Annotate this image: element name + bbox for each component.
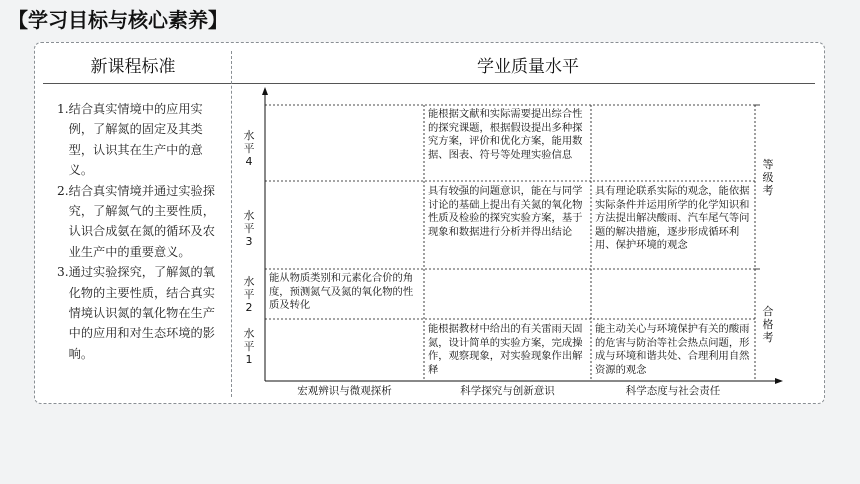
- cell-level3-inquiry: 具有较强的问题意识，能在与同学讨论的基础上提出有关氮的氧化物性质及检验的探究实验方案，基于现象和数据进行分析并得出结论: [428, 185, 583, 238]
- x-label-macro: 宏观辨识与微观探析: [297, 385, 392, 397]
- curriculum-standard-header: 新课程标准: [90, 57, 176, 77]
- level-2-label: 水 平 2: [243, 275, 255, 314]
- standard-item-3: 3. 通过实验探究，了解氮的氧化物的主要性质，结合真实情境认识氮的氧化物在生产中的应用和对生态环境的影响。: [57, 265, 215, 361]
- page-title: 【学习目标与核心素养】: [8, 8, 228, 32]
- cell-level1-inquiry: 能根据教材中给出的有关雷雨天固氮，设计简单的实验方案，完成操作，观察现象，对实验现象作出解释: [428, 323, 583, 376]
- standard-item-2: 2. 结合真实情境并通过实验探究，了解氮气的主要性质，认识合成氨在氮的循环及农业生产中的重要意义。: [57, 183, 215, 259]
- y-axis-arrow: [262, 87, 268, 95]
- x-label-attitude: 科学态度与社会责任: [625, 385, 721, 397]
- pass-exam-label: 合 格 考: [762, 305, 774, 344]
- cell-level4-inquiry: 能根据文献和实际需要提出综合性的探究课题，根据假设提出多种探究方案，评价和优化方案，能用数据、图表、符号等处理实验信息: [428, 108, 583, 161]
- level-3-label: 水 平 3: [243, 209, 255, 248]
- x-label-inquiry: 科学探究与创新意识: [460, 385, 555, 397]
- cell-level3-attitude: 具有理论联系实际的观念，能依据实际条件并运用所学的化学知识和方法提出解决酸雨、汽车尾气等问题的解决措施，逐步形成循环利用、保护环境的观念: [595, 185, 750, 252]
- standard-item-1: 1. 结合真实情境中的应用实例，了解氮的固定及其类型，认识其在生产中的意义。: [57, 102, 203, 178]
- level-4-label: 水 平 4: [243, 129, 255, 168]
- side-bracket: [755, 105, 760, 381]
- x-axis-arrow: [775, 378, 783, 384]
- objectives-table: [34, 42, 825, 404]
- quality-level-header: 学业质量水平: [477, 57, 579, 77]
- grade-exam-label: 等 级 考: [762, 158, 774, 197]
- cell-level2-macro: 能从物质类别和元素化合价的角度，预测氮气及氮的氧化物的性质及转化: [269, 272, 414, 312]
- cell-level1-attitude: 能主动关心与环境保护有关的酸雨的危害与防治等社会热点问题，形成与环境和谐共处、合理利用自然资源的观念: [595, 323, 750, 376]
- level-1-label: 水 平 1: [243, 327, 255, 366]
